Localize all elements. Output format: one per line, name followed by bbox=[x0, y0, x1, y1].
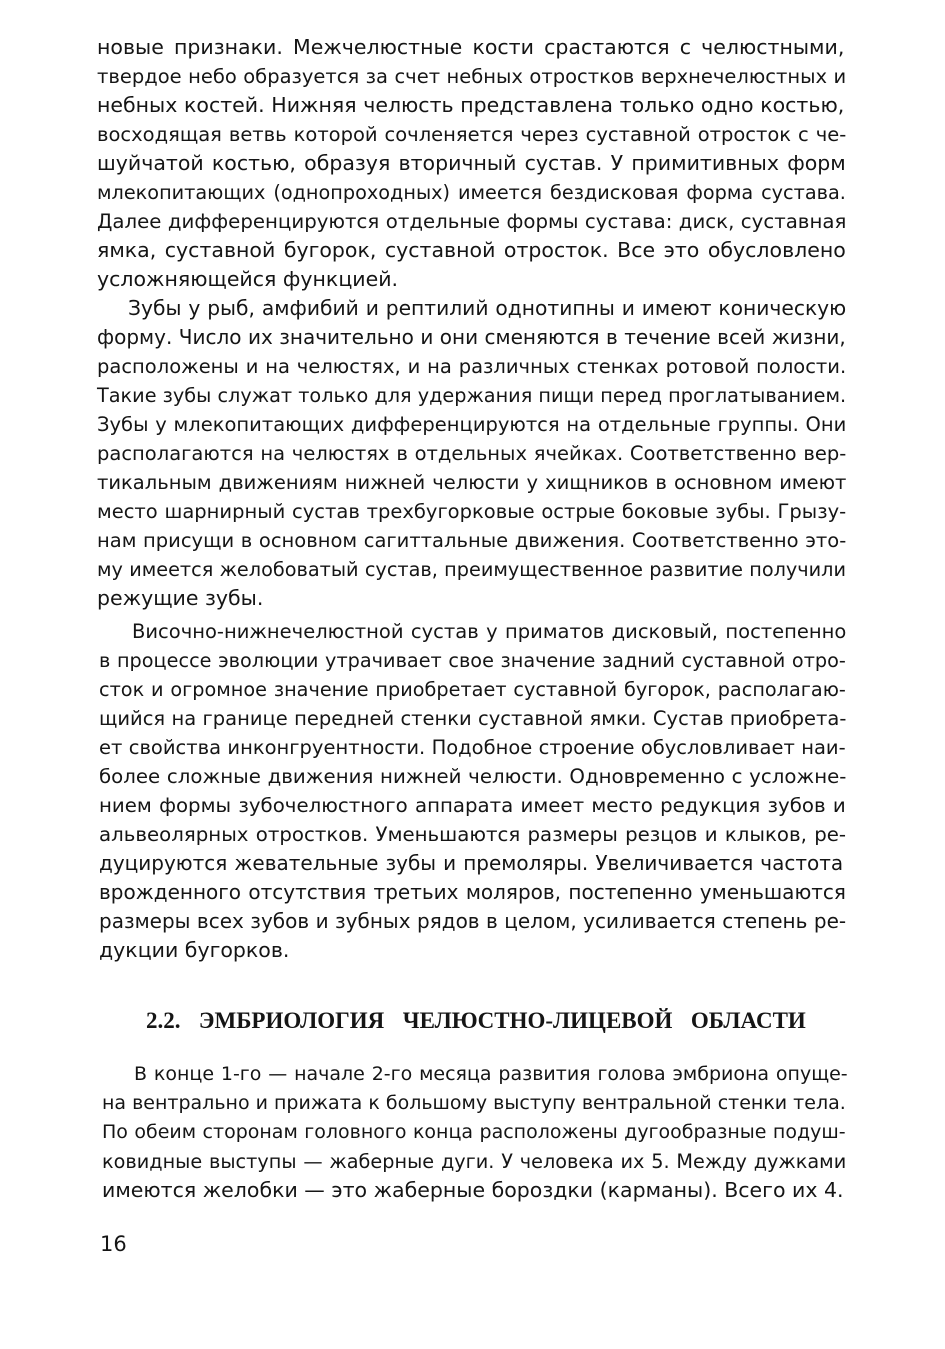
text-line: в процессе эволюции утрачивает свое значение задний суставной отро- bbox=[99, 649, 846, 672]
text-line: Зубы у рыб, амфибий и рептилий однотипны и имеют коническую bbox=[128, 296, 847, 320]
text-line: му имеется желобоватый сустав, преимущественное развитие получили bbox=[97, 558, 846, 581]
text-line: шуйчатой костью, образуя вторичный сустав. У примитивных форм bbox=[97, 151, 846, 175]
text-line: щийся на границе передней стенки суставной ямки. Сустав приобрета- bbox=[99, 707, 847, 730]
text-line: располагаются на челюстях в отдельных ячейках. Соответственно вер- bbox=[97, 442, 847, 465]
text-line: альвеолярных отростков. Уменьшаются размеры резцов и клыков, ре- bbox=[99, 823, 847, 846]
text-line: Височно-нижнечелюстной сустав у приматов дисковый, постепенно bbox=[132, 620, 847, 643]
text-line: ковидные выступы — жаберные дуги. У человека их 5. Между дужками bbox=[102, 1150, 847, 1173]
text-line: новые признаки. Межчелюстные кости срастаются с челюстными, bbox=[97, 35, 845, 59]
page-number: 16 bbox=[100, 1232, 127, 1256]
text-line: В конце 1-го — начале 2-го месяца развития голова эмбриона опуще- bbox=[134, 1063, 848, 1085]
text-line: Такие зубы служат только для удержания пищи перед проглатыванием. bbox=[97, 384, 847, 407]
text-line: Зубы у млекопитающих дифференцируются на отдельные группы. Они bbox=[97, 413, 847, 436]
text-line: сток и огромное значение приобретает суставной бугорок, располагаю- bbox=[99, 678, 846, 701]
text-line: тикальным движениям нижней челюсти у хищников в основном имеют bbox=[97, 471, 847, 494]
text-line: форму. Число их значительно и они сменяются в течение всей жизни, bbox=[97, 325, 846, 349]
text-line: размеры всех зубов и зубных рядов в целом, усиливается степень ре- bbox=[99, 909, 847, 933]
text-line: ет свойства инконгруентности. Подобное строение обусловливает наи- bbox=[99, 736, 846, 759]
text-line: млекопитающих (однопроходных) имеется бездисковая форма сустава. bbox=[97, 181, 846, 204]
text-line: расположены и на челюстях, и на различных стенках ротовой полости. bbox=[97, 355, 847, 378]
text-line: дуцируются жевательные зубы и премоляры. Увеличивается частота bbox=[99, 851, 844, 875]
text-line: более сложные движения нижней челюсти. Одновременно с усложне- bbox=[99, 765, 847, 788]
text-line: Далее дифференцируются отдельные формы сустава: диск, суставная bbox=[97, 210, 847, 233]
text-line: режущие зубы. bbox=[97, 586, 264, 610]
text-line: небных костей. Нижняя челюсть представлена только одно костью, bbox=[97, 93, 845, 117]
text-line: врожденного отсутствия третьих моляров, постепенно уменьшаются bbox=[99, 880, 846, 904]
text-line: нам присущи в основном сагиттальные движения. Соответственно это- bbox=[97, 529, 847, 552]
text-line: нием формы зубочелюстного аппарата имеет место редукция зубов и bbox=[99, 794, 846, 817]
section-heading: 2.2. ЭМБРИОЛОГИЯ ЧЕЛЮСТНО-ЛИЦЕВОЙ ОБЛАСТИ bbox=[146, 1008, 806, 1033]
text-line: дукции бугорков. bbox=[99, 938, 290, 962]
text-line: место шарнирный сустав трехбугорковые острые боковые зубы. Грызу- bbox=[97, 500, 847, 523]
text-line: имеются желобки — это жаберные бороздки (карманы). Всего их 4. bbox=[102, 1178, 844, 1202]
text-line: восходящая ветвь которой сочленяется через суставной отросток с че- bbox=[97, 123, 847, 146]
text-line: усложняющейся функцией. bbox=[97, 267, 399, 291]
text-line: ямка, суставной бугорок, суставной отросток. Все это обусловлено bbox=[97, 238, 846, 262]
text-line: твердое небо образуется за счет небных отростков верхнечелюстных и bbox=[97, 65, 847, 88]
text-line: на вентрально и прижата к большому выступу вентральной стенки тела. bbox=[102, 1092, 846, 1114]
text-line: По обеим сторонам головного конца расположены дугообразные подуш- bbox=[102, 1121, 846, 1143]
